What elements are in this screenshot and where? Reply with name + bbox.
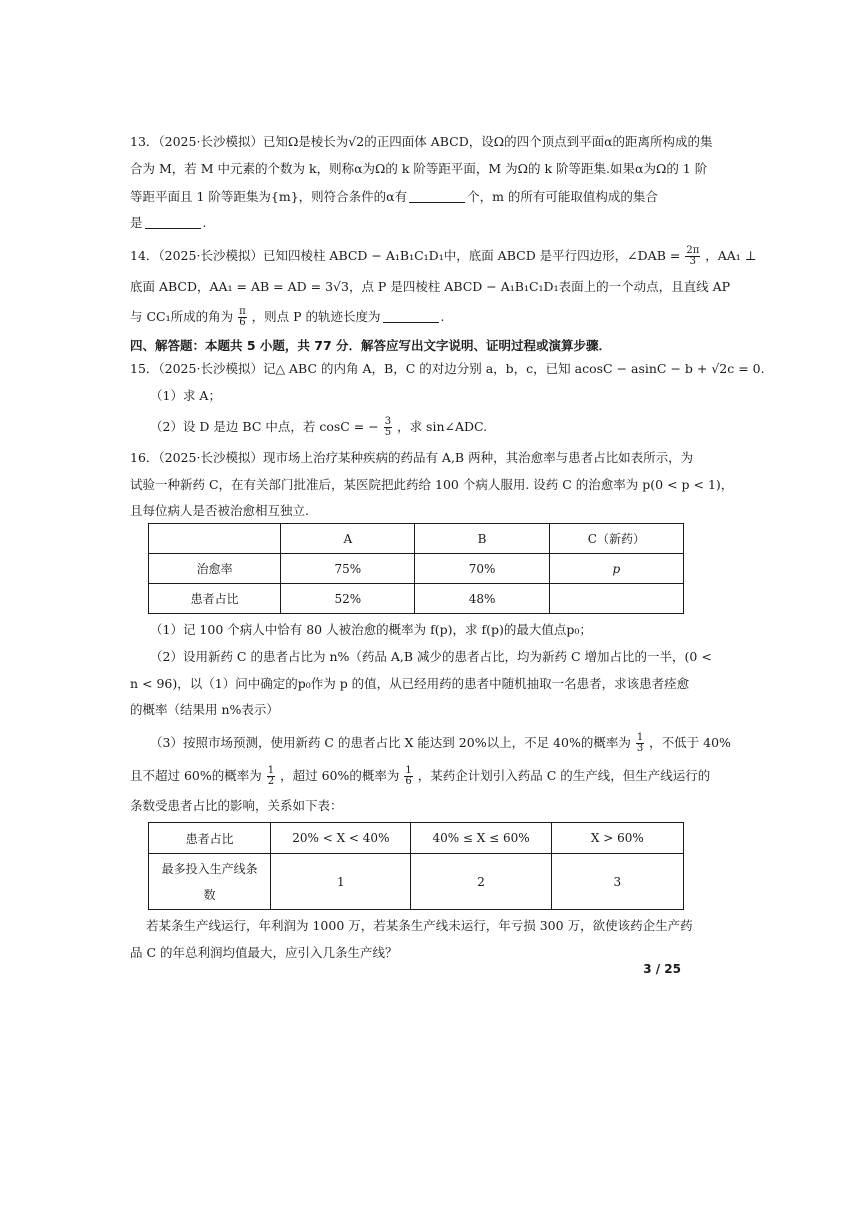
fraction-denominator: 6: [405, 776, 412, 787]
q15-part-2a: （2）设 D 是边 BC 中点，若 cosC = −: [150, 419, 379, 434]
table-cell: X > 60%: [551, 823, 683, 854]
q16-part-2-line-2: n < 96)，以（1）问中确定的p₀作为 p 的值，从已经用药的患者中随机抽取一名患者，求该患者痊愈: [130, 676, 690, 691]
q13-line-3a: 等距平面且 1 阶等距集为{m}，则符合条件的α有: [130, 189, 408, 204]
q15-part-2b: ，求 sin∠ADC.: [397, 419, 488, 434]
q14-line-3b: ，则点 P 的轨迹长度为: [251, 309, 381, 324]
table-cell: C（新药）: [549, 524, 683, 554]
q13-line-4a: 是: [130, 215, 143, 230]
q14-line-2: 底面 ABCD，AA₁ = AB = AD = 3√3，点 P 是四棱柱 ABCD − A₁B₁C₁D₁表面上的一个动点，且直线 AP: [130, 279, 731, 294]
table-cell: 1: [271, 854, 411, 910]
table-cell: 20% < X < 40%: [271, 823, 411, 854]
fraction: [384, 417, 392, 438]
fraction: [636, 733, 644, 754]
table-row: [149, 854, 684, 910]
q15-part-2: [150, 417, 487, 438]
q13-line-4b: .: [202, 215, 207, 230]
q16-part-3-line-3: 条数受患者占比的影响，关系如下表：: [130, 798, 343, 813]
q16-line-2: 试验一种新药 C，在有关部门批准后，某医院把此药给 100 个病人服用. 设药 C 的治愈率为 p(0 < p < 1)，: [130, 477, 734, 492]
row-label-line-2: 数: [203, 887, 216, 902]
q14-line-1b: ，AA₁ ⊥: [705, 248, 757, 263]
table-cell: 52%: [281, 584, 415, 614]
table-cell: 48%: [415, 584, 549, 614]
fraction: [238, 307, 247, 328]
fraction: [685, 246, 700, 267]
table-cell: 患者占比: [149, 584, 281, 614]
table-cell: 40% ≤ X ≤ 60%: [411, 823, 551, 854]
table-row: [149, 554, 684, 584]
table-cell: [549, 584, 683, 614]
q16-line-3: 且每位病人是否被治愈相互独立.: [130, 503, 309, 518]
q16-part-3-line-1a: （3）按照市场预测，使用新药 C 的患者占比 X 能达到 20%以上，不足 40%的概率为: [150, 735, 631, 750]
table-cell: [149, 524, 281, 554]
fraction-numerator: 1: [405, 765, 412, 776]
q14-line-3a: 与 CC₁所成的角为: [130, 309, 234, 324]
table-cell: 2: [411, 854, 551, 910]
fraction-numerator: 2π: [686, 245, 700, 256]
table-cell: 患者占比: [149, 823, 271, 854]
fraction-denominator: 6: [239, 317, 246, 328]
fraction-numerator: 1: [636, 732, 644, 743]
table-cell: B: [415, 524, 549, 554]
q13-line-1: 13．（2025·长沙模拟）已知Ω是棱长为√2的正四面体 ABCD，设Ω的四个顶点到平面α的距离所构成的集: [130, 134, 713, 149]
table-header-row: [149, 823, 684, 854]
table-cell: [149, 854, 271, 910]
q16-part-3-line-1b: ，不低于 40%: [649, 735, 731, 750]
table-cell: 70%: [415, 554, 549, 584]
q14-line-3: [130, 307, 445, 328]
fraction: [267, 766, 275, 787]
q14-line-1: [130, 246, 757, 267]
q16-part-3-line-1: [150, 733, 731, 754]
q16-part-1: （1）记 100 个病人中恰有 80 人被治愈的概率为 f(p)，求 f(p)的最大值点p₀；: [150, 622, 592, 637]
table-cell: 75%: [281, 554, 415, 584]
q13-line-3: [130, 188, 658, 206]
fraction-denominator: 2: [267, 776, 275, 787]
fraction-denominator: 3: [636, 743, 644, 754]
page-number: 3 / 25: [643, 962, 681, 976]
table-cell: 治愈率: [149, 554, 281, 584]
row-label-line-1: 最多投入生产线条: [161, 861, 258, 876]
section-heading: 四、解答题：本题共 5 小题，共 77 分．解答应写出文字说明、证明过程或演算步骤．: [130, 338, 612, 353]
fraction: [404, 766, 412, 787]
table-cell: p: [549, 554, 683, 584]
cure-rate-table: [148, 523, 684, 614]
q13-line-2: 合为 M，若 M 中元素的个数为 k，则称α为Ω的 k 阶等距平面，M 为Ω的 k 阶等距集.如果α为Ω的 1 阶: [130, 161, 708, 176]
table-row: [149, 584, 684, 614]
answer-blank: [409, 190, 465, 203]
answer-blank: [383, 310, 439, 323]
q16-end-line-2: 品 C 的年总利润均值最大，应引入几条生产线？: [130, 945, 398, 960]
q16-part-3-line-2a: 且不超过 60%的概率为: [130, 768, 262, 783]
fraction-denominator: 3: [689, 256, 696, 267]
q16-end-line-1: 若某条生产线运行，年利润为 1000 万，若某条生产线未运行，年亏损 300 万，欲使该药企生产药: [146, 918, 693, 933]
q16-part-3-line-2: [130, 766, 710, 787]
table-header-row: [149, 524, 684, 554]
q14-line-1a: 14．（2025·长沙模拟）已知四棱柱 ABCD − A₁B₁C₁D₁中，底面 ABCD 是平行四边形，∠DAB =: [130, 248, 681, 263]
q16-line-1: 16．（2025·长沙模拟）现市场上治疗某种疾病的药品有 A,B 两种，其治愈率与患者占比如表所示，为: [130, 450, 694, 465]
answer-blank: [145, 216, 201, 229]
table-cell: A: [281, 524, 415, 554]
q14-line-3c: .: [440, 309, 445, 324]
q15-part-1: （1）求 A；: [150, 388, 221, 403]
q15-line-1: 15．（2025·长沙模拟）记△ ABC 的内角 A，B，C 的对边分别 a，b，c，已知 acosC − asinC − b + √2c = 0.: [130, 361, 765, 376]
fraction-numerator: 3: [384, 416, 392, 427]
fraction-denominator: 5: [384, 427, 392, 438]
q16-part-2-line-1: （2）设用新药 C 的患者占比为 n%（药品 A,B 减少的患者占比，均为新药 C 增加占比的一半，(0 <: [150, 649, 712, 664]
q13-line-4: [130, 214, 207, 232]
fraction-numerator: π: [239, 306, 246, 317]
q16-part-3-line-2b: ，超过 60%的概率为: [280, 768, 400, 783]
production-line-table: [148, 822, 684, 910]
table-cell: 3: [551, 854, 683, 910]
q13-line-3b: 个，m 的所有可能取值构成的集合: [467, 189, 658, 204]
fraction-numerator: 1: [267, 765, 275, 776]
q16-part-3-line-2c: ，某药企计划引入药品 C 的生产线，但生产线运行的: [417, 768, 711, 783]
q16-part-2-line-3: 的概率（结果用 n%表示）: [130, 702, 279, 717]
